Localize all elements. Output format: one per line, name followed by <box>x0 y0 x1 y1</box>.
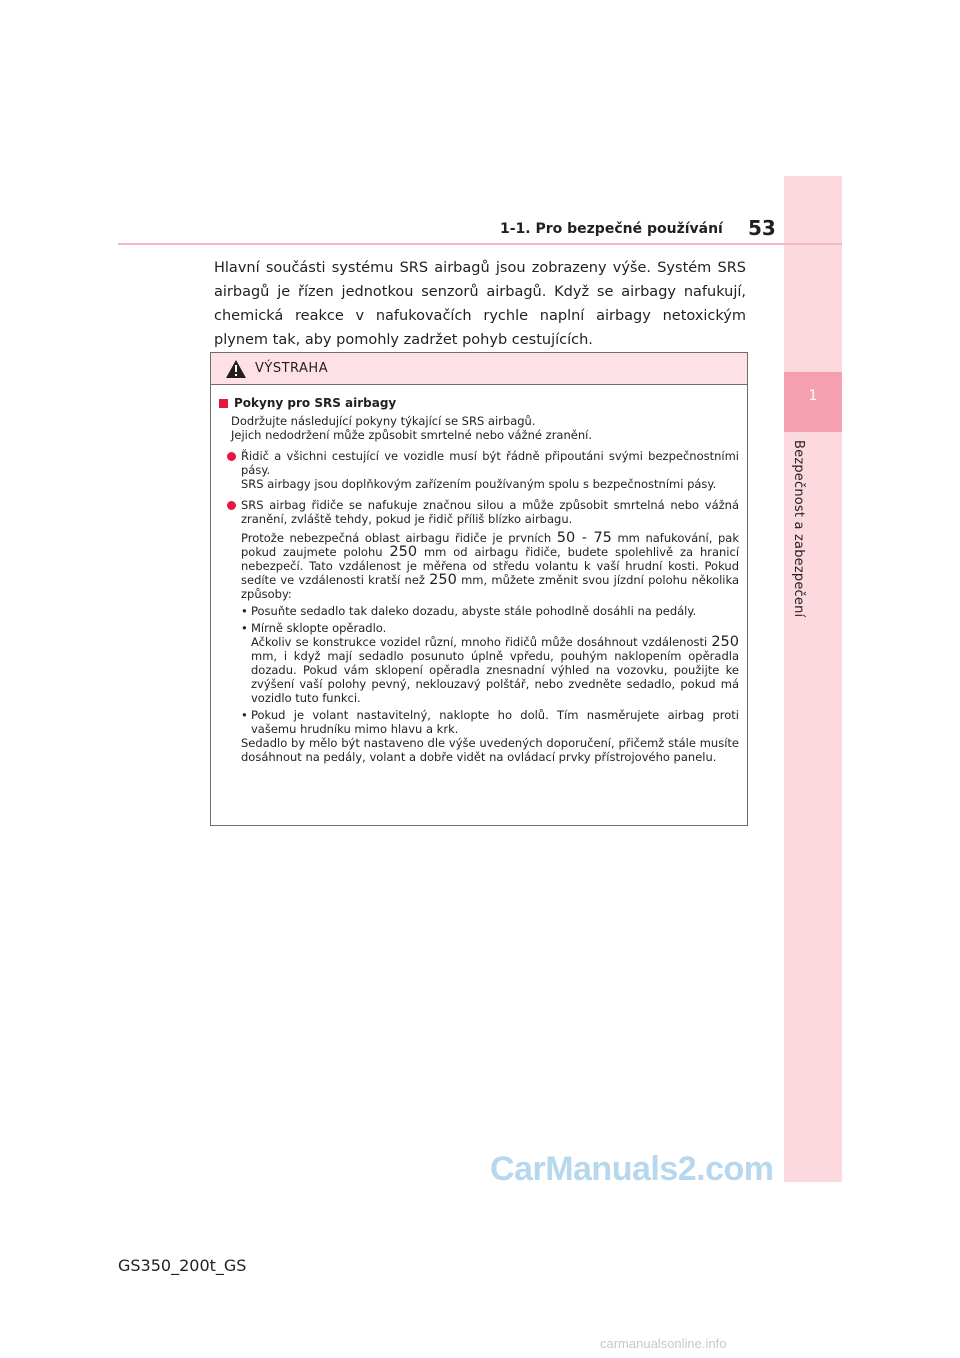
list-item-text: Pokud je volant nastavitelný, naklopte ho dolů. Tím nasměrujete airbag proti vašemu hrudníku mimo hlavu a krk. <box>251 708 739 736</box>
list-item <box>241 708 739 736</box>
chapter-tab-number: 1 <box>808 388 818 404</box>
text-run: mm nafukování, pak pokud zaujmete polohu <box>241 531 739 559</box>
list-item <box>241 621 739 635</box>
warning-topic <box>219 396 739 410</box>
warning-lead-1: Dodržujte následující pokyny týkající se SRS airbagů. <box>231 414 536 428</box>
header-section-title: 1-1. Pro bezpečné používání <box>500 221 723 237</box>
intro-paragraph: Hlavní součásti systému SRS airbagů jsou zobrazeny výše. Systém SRS airbagů je řízen jednotkou senzorů airbagů. Když se airbagy nafukují, chemická reakce v nafukovačích rychle naplní airbagy netoxickým plynem tak, aby pomohly zadržet pohyb cestujících. <box>214 260 746 348</box>
chapter-label: Bezpečnost a zabezpečení <box>791 440 806 618</box>
distance-value: 250 <box>711 634 739 650</box>
bullet-item-driver-airbag <box>241 498 739 526</box>
small-bullet-icon: • <box>241 604 248 618</box>
small-bullet-icon: • <box>241 708 248 722</box>
text-run: mm od airbagu řidiče, budete spolehlivě za hranicí nebezpečí. Tato vzdálenost je měřena od středu volantu k vaší hrudní kosti. Pokud sedíte ve vzdálenosti kratší než <box>241 545 740 587</box>
distance-value: 50 - 75 <box>556 530 612 546</box>
distance-value: 250 <box>429 572 457 588</box>
bullet-text: SRS airbag řidiče se nafukuje značnou silou a může způsobit smrtelná nebo vážná zranění, zvláště tehdy, pokud je řidič příliš blízko airbagu. <box>241 498 739 526</box>
warning-box <box>210 352 748 826</box>
text-run: Protože nebezpečná oblast airbagu řidiče je prvních <box>241 531 552 545</box>
text-run: mm, můžete změnit svou jízdní polohu několika způsoby: <box>241 573 740 601</box>
text-run: Ačkoliv se konstrukce vozidel různí, mnoho řidičů může dosáhnout vzdálenosti <box>251 635 708 649</box>
page-number: 53 <box>748 216 776 240</box>
list-item-continuation <box>251 635 739 705</box>
distance-paragraph <box>241 531 739 601</box>
watermark-secondary: carmanualsonline.info <box>600 1336 727 1351</box>
warning-lead-2: Jejich nedodržení může způsobit smrtelné nebo vážné zranění. <box>231 428 592 442</box>
warning-triangle-icon <box>225 359 247 379</box>
distance-value: 250 <box>389 544 418 560</box>
bullet-dot-icon <box>227 452 236 461</box>
bullet-dot-icon <box>227 501 236 510</box>
bullet-item-seatbelts <box>241 449 739 491</box>
list-item-text: Posuňte sedadlo tak daleko dozadu, abyste stále pohodlně dosáhli na pedály. <box>251 604 697 618</box>
warning-body <box>211 385 747 764</box>
square-bullet-icon <box>219 399 228 408</box>
bullet-text: SRS airbagy jsou doplňkovým zařízením používaným spolu s bezpečnostními pásy. <box>241 477 717 491</box>
closing-paragraph: Sedadlo by mělo být nastaveno dle výše uvedených doporučení, přičemž stále musíte dosáhnout na pedály, volant a dobře vidět na ovládací prvky přístrojového panelu. <box>241 736 739 764</box>
small-bullet-icon: • <box>241 621 248 635</box>
warning-topic-text: Pokyny pro SRS airbagy <box>234 396 397 410</box>
bullet-text: Řidič a všichni cestující ve vozidle musí být řádně připoutáni svými bezpečnostními pásy. <box>241 449 739 477</box>
list-item-text: Mírně sklopte opěradlo. <box>251 621 387 635</box>
list-item <box>241 604 739 618</box>
text-run: mm, i když mají sedadlo posunuto úplně vpředu, pouhým naklopením opěradla dozadu. Pokud vám sklopení opěradla znesnadní výhled na vozovku, použijte ke zvýšení vaší polohy pevný, neklouzavý polštář, nebo zvedněte sedadlo, pokud má vozidlo tuto funkci. <box>251 649 739 705</box>
warning-title: VÝSTRAHA <box>255 361 329 376</box>
watermark-logo: CarManuals2.com <box>490 1150 774 1188</box>
warning-header <box>211 353 747 385</box>
footer-model-code: GS350_200t_GS <box>118 1256 247 1275</box>
side-strip <box>784 176 842 1182</box>
header-rule <box>118 243 842 245</box>
